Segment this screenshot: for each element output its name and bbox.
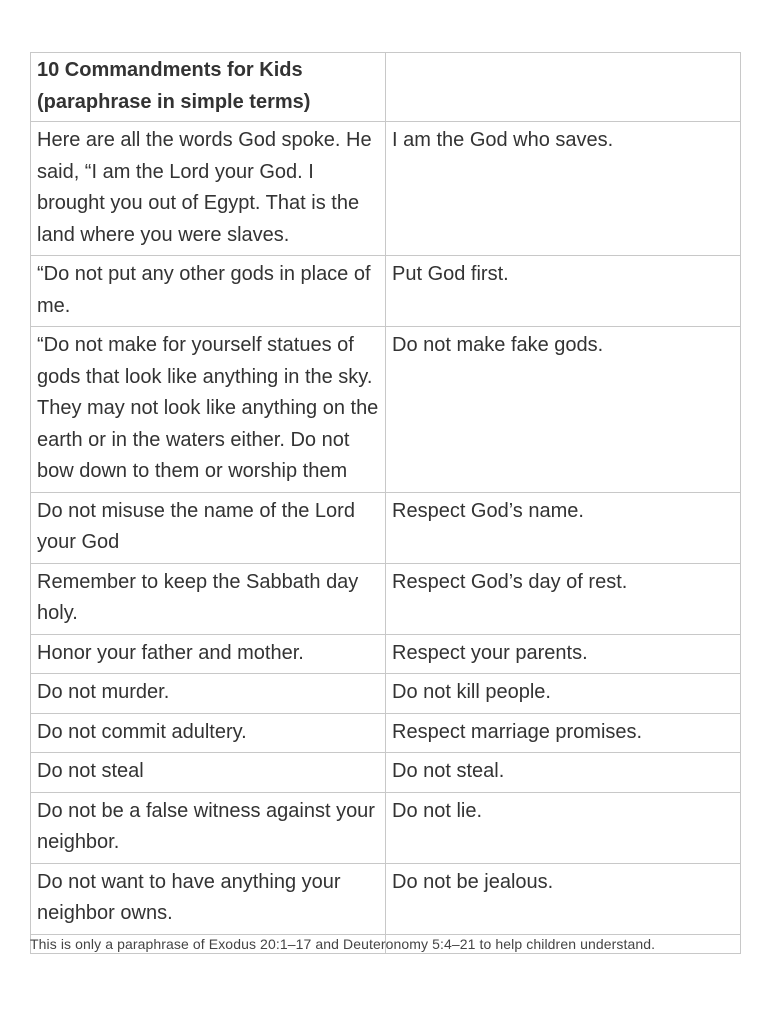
table-body: [31, 53, 741, 954]
table-row: [31, 563, 741, 634]
paraphrase-cell: Do not kill people.: [386, 674, 741, 714]
original-text-cell: Here are all the words God spoke. He said, “I am the Lord your God. I brought you out of Egypt. That is the land where you were slaves.: [31, 122, 386, 256]
original-text-cell: “Do not make for yourself statues of gods that look like anything in the sky. They may not look like anything on the earth or in the waters either. Do not bow down to them or worship them: [31, 327, 386, 493]
table-row: [31, 634, 741, 674]
paraphrase-cell: Do not steal.: [386, 753, 741, 793]
table-row: [31, 492, 741, 563]
paraphrase-cell: Respect God’s name.: [386, 492, 741, 563]
table-row: [31, 327, 741, 493]
original-text-cell: Do not steal: [31, 753, 386, 793]
original-text-cell: Do not misuse the name of the Lord your God: [31, 492, 386, 563]
paraphrase-cell: Respect marriage promises.: [386, 713, 741, 753]
original-text-cell: Do not commit adultery.: [31, 713, 386, 753]
original-text-cell: Do not want to have anything your neighbor owns.: [31, 863, 386, 934]
table-row: [31, 713, 741, 753]
commandments-table: [30, 52, 741, 954]
paraphrase-cell: Respect your parents.: [386, 634, 741, 674]
table-row: [31, 256, 741, 327]
table-row: [31, 863, 741, 934]
header-cell-right: [386, 53, 741, 122]
paraphrase-cell: Do not be jealous.: [386, 863, 741, 934]
paraphrase-cell: Respect God’s day of rest.: [386, 563, 741, 634]
paraphrase-cell: Put God first.: [386, 256, 741, 327]
table-row: [31, 122, 741, 256]
paraphrase-cell: Do not make fake gods.: [386, 327, 741, 493]
original-text-cell: Do not be a false witness against your neighbor.: [31, 792, 386, 863]
original-text-cell: Do not murder.: [31, 674, 386, 714]
paraphrase-cell: Do not lie.: [386, 792, 741, 863]
header-cell-left: 10 Commandments for Kids (paraphrase in simple terms): [31, 53, 386, 122]
original-text-cell: Remember to keep the Sabbath day holy.: [31, 563, 386, 634]
original-text-cell: “Do not put any other gods in place of me.: [31, 256, 386, 327]
table-row: [31, 674, 741, 714]
table-row: [31, 753, 741, 793]
table-row: [31, 792, 741, 863]
table-header-row: [31, 53, 741, 122]
commandments-sheet: [30, 52, 740, 954]
footnote: This is only a paraphrase of Exodus 20:1–17 and Deuteronomy 5:4–21 to help children understand.: [30, 936, 656, 952]
original-text-cell: Honor your father and mother.: [31, 634, 386, 674]
paraphrase-cell: I am the God who saves.: [386, 122, 741, 256]
